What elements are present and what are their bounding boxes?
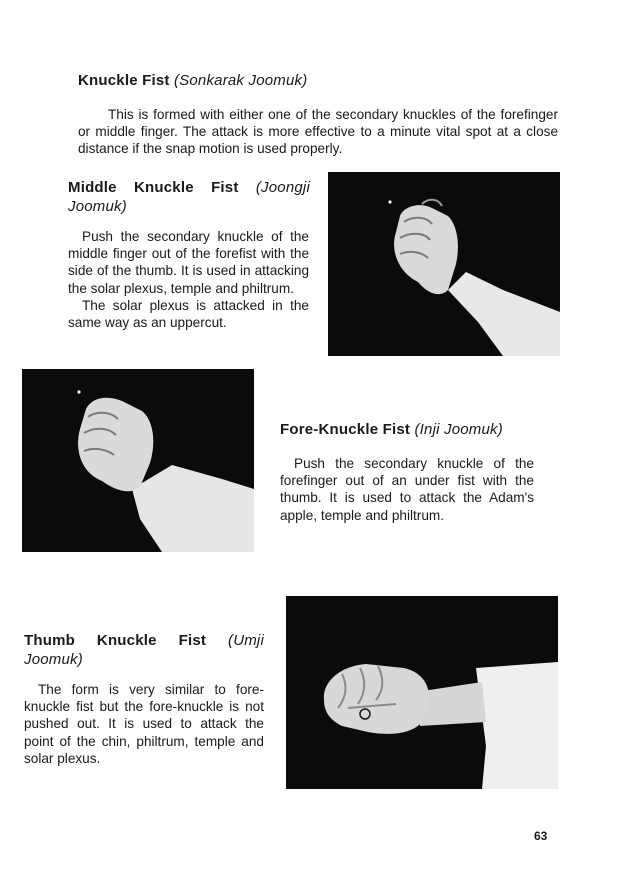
thumb-knuckle-fist-body: The form is very similar to fore-knuckle fist but the fore-knuckle is not pushed out. It is used to attack the point of the chin, philtrum, temple and solar plexus. [24,682,264,766]
page-number: 63 [534,829,548,843]
fore-knuckle-fist-illustration [22,369,254,552]
middle-knuckle-fist-native-name: (Joongji Joomuk) [68,179,310,215]
thumb-knuckle-fist-photo [286,596,558,789]
middle-knuckle-fist-title: Middle Knuckle Fist [68,179,239,196]
fore-knuckle-fist-body: Push the secondary knuckle of the forefinger out of an under fist with the thumb. It is used to attack the Adam's apple, temple and philtrum. [280,456,534,523]
fore-knuckle-fist-heading [280,421,550,438]
fore-knuckle-fist-title: Fore-Knuckle Fist [280,421,411,438]
middle-knuckle-fist-heading [68,178,310,216]
middle-knuckle-fist-photo [328,172,560,356]
thumb-knuckle-fist-title: Thumb Knuckle Fist [24,632,207,649]
fore-knuckle-fist-photo [22,369,254,552]
middle-knuckle-fist-body [68,228,309,331]
middle-knuckle-fist-paragraph-2: The solar plexus is attacked in the same way as an uppercut. [68,297,309,331]
knuckle-fist-heading [78,72,558,89]
knuckle-fist-native-name: (Sonkarak Joomuk) [173,72,308,89]
middle-knuckle-fist-paragraph-1: Push the secondary knuckle of the middle finger out of the forefist with the side of the thumb. It is used in attacking the solar plexus, temple and philtrum. [68,229,309,296]
fore-knuckle-fist-native-name: (Inji Joomuk) [414,421,503,438]
thumb-knuckle-fist-illustration [286,596,558,789]
thumb-knuckle-fist-native-name: (Umji Joomuk) [24,632,264,668]
knuckle-fist-body: This is formed with either one of the secondary knuckles of the forefinger or middle finger. The attack is more effective to a minute vital spot at a close distance if the snap motion is used properly. [78,107,558,157]
middle-knuckle-fist-illustration [328,172,560,356]
knuckle-fist-title: Knuckle Fist [78,72,170,89]
thumb-knuckle-fist-heading [24,631,264,669]
